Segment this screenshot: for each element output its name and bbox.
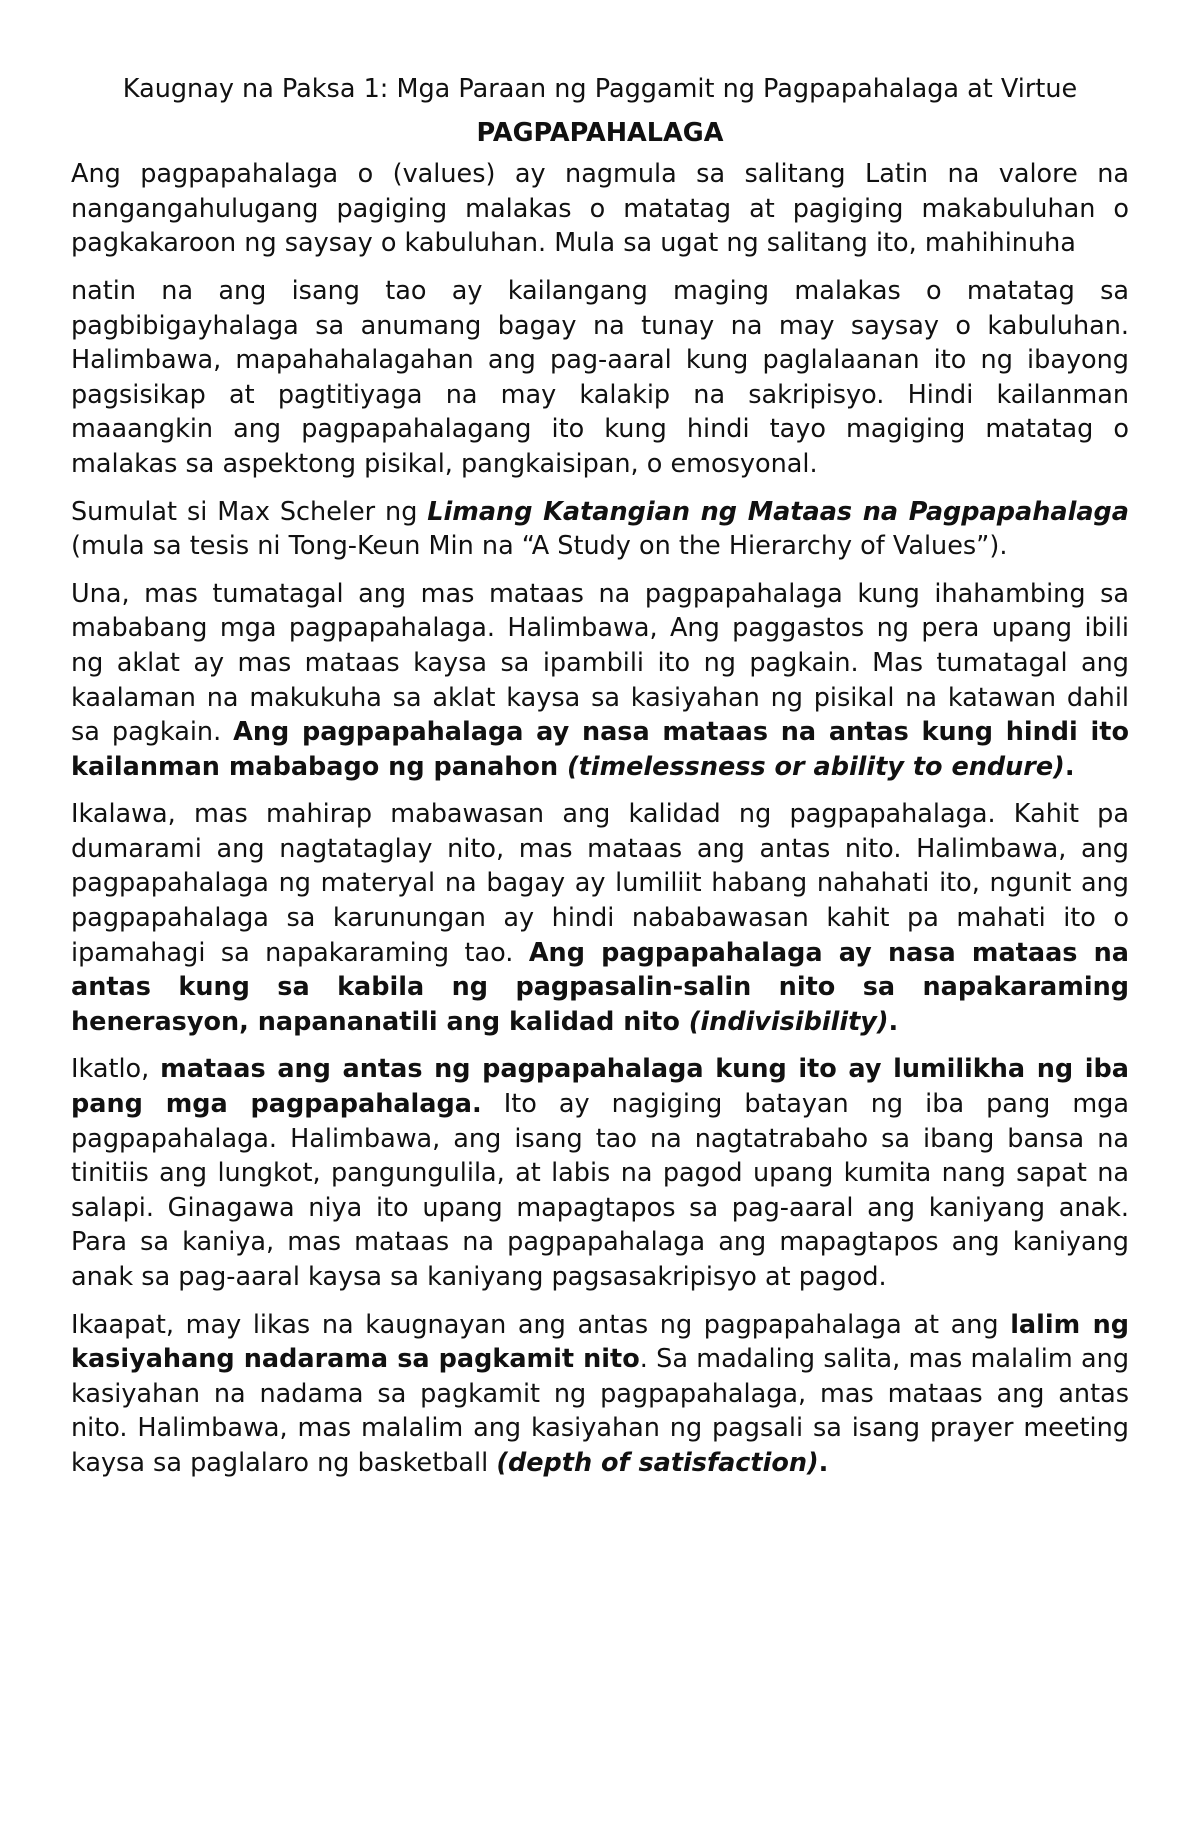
ikaapat-term: (depth of satisfaction) <box>496 1447 819 1478</box>
ikaapat-lead: Ikaapat, may likas na kaugnayan ang antas ng pagpapahalaga at ang <box>71 1309 1011 1340</box>
ikaapat-bold-statement: lalim ng kasiyahang nadarama sa pagkamit nito <box>71 1309 1129 1375</box>
una-paragraph <box>71 577 1129 785</box>
intro-continuation-paragraph: natin na ang isang tao ay kailangang maging malakas o matatag sa pagbibigayhalaga sa anumang bagay na tunay na may saysay o kabuluhan. Halimbawa, mapahahalagahan ang pag-aaral kung paglalaanan ito ng ibayong pagsisikap at pagtitiyaga na may kalakip na sakripisyo. Hindi kailanman maaangkin ang pagpapahalagang ito kung hindi tayo magiging matatag o malakas sa aspektong pisikal, pangkaisipan, o emosyonal. <box>71 275 1129 479</box>
ikatlo-paragraph <box>71 1052 1129 1294</box>
ikatlo-text: Ito ay nagiging batayan ng iba pang mga pagpapahalaga. Halimbawa, ang isang tao na nagtatrabaho sa ibang bansa na tinitiis ang lungkot, pangungulila, at labis na pagod upang kumita nang sapat na salapi. Ginagawa niya ito upang mapagtapos sa pag-aaral ang kaniyang anak. Para sa kaniya, mas mataas na pagpapahalaga ang mapagtapos ang kaniyang anak sa pag-aaral kaysa sa kaniyang pagsasakripisyo at pagod. <box>71 1089 1129 1292</box>
scheler-text-after: (mula sa tesis ni Tong-Keun Min na “A Study on the Hierarchy of Values”). <box>71 531 1008 562</box>
ikalawa-paragraph <box>71 797 1129 1039</box>
una-bold-statement: Ang pagpapahalaga ay nasa mataas na antas kung hindi ito kailanman mababago ng panahon <box>71 717 1129 782</box>
ikaapat-paragraph <box>71 1308 1129 1481</box>
una-text: Una, mas tumatagal ang mas mataas na pagpapahalaga kung ihahambing sa mababang mga pagpapahalaga. Halimbawa, Ang paggastos ng pera upang ibili ng aklat ay mas mataas kaysa sa ipambili ito ng pagkain. Mas tumatagal ang kaalaman na makukuha sa aklat kaysa sa kasiyahan ng pisikal na katawan dahil sa pagkain. <box>71 578 1129 748</box>
ikalawa-end: . <box>888 1006 899 1037</box>
ikalawa-bold-statement: Ang pagpapahalaga ay nasa mataas na antas kung sa kabila ng pagpasalin-salin nito sa napakaraming henerasyon, napananatili ang kalidad nito <box>71 937 1130 1037</box>
ikaapat-end: . <box>818 1447 829 1478</box>
una-term: (timelessness or ability to endure) <box>566 751 1065 782</box>
scheler-work-title: Limang Katangian ng Mataas na Pagpapahalaga <box>427 496 1129 527</box>
ikalawa-term: (indivisibility) <box>688 1006 889 1037</box>
ikalawa-text: Ikalawa, mas mahirap mabawasan ang kalidad ng pagpapahalaga. Kahit pa dumarami ang nagtataglay nito, mas mataas ang antas nito. Halimbawa, ang pagpapahalaga ng materyal na bagay ay lumiliit habang nahahati ito, ngunit ang pagpapahalaga sa karunungan ay hindi nababawasan kahit pa mahati ito o ipamahagi sa napakaraming tao. <box>71 799 1129 968</box>
una-end: . <box>1064 751 1075 782</box>
ikatlo-bold-statement: mataas ang antas ng pagpapahalaga kung ito ay lumilikha ng iba pang mga pagpapahalaga. <box>71 1054 1129 1120</box>
topic-subtitle: Kaugnay na Paksa 1: Mga Paraan ng Paggamit ng Pagpapahalaga at Virtue <box>122 74 1078 104</box>
scheler-text-before: Sumulat si Max Scheler ng <box>71 496 428 527</box>
intro-paragraph: Ang pagpapahalaga o (values) ay nagmula sa salitang Latin na valore na nangangahulugang pagiging malakas o matatag at pagiging makabuluhan o pagkakaroon ng saysay o kabuluhan. Mula sa ugat ng salitang ito, mahihinuha <box>71 159 1129 259</box>
scheler-paragraph <box>71 495 1129 564</box>
section-heading: PAGPAPAHALAGA <box>476 117 724 148</box>
ikaapat-text: . Sa madaling salita, mas malalim ang kasiyahan na nadama sa pagkamit ng pagpapahalaga, mas mataas ang antas nito. Halimbawa, mas malalim ang kasiyahan ng pagsali sa isang prayer meeting kaysa sa paglalaro ng basketball <box>71 1344 1130 1478</box>
ikatlo-lead: Ikatlo, <box>71 1054 161 1085</box>
